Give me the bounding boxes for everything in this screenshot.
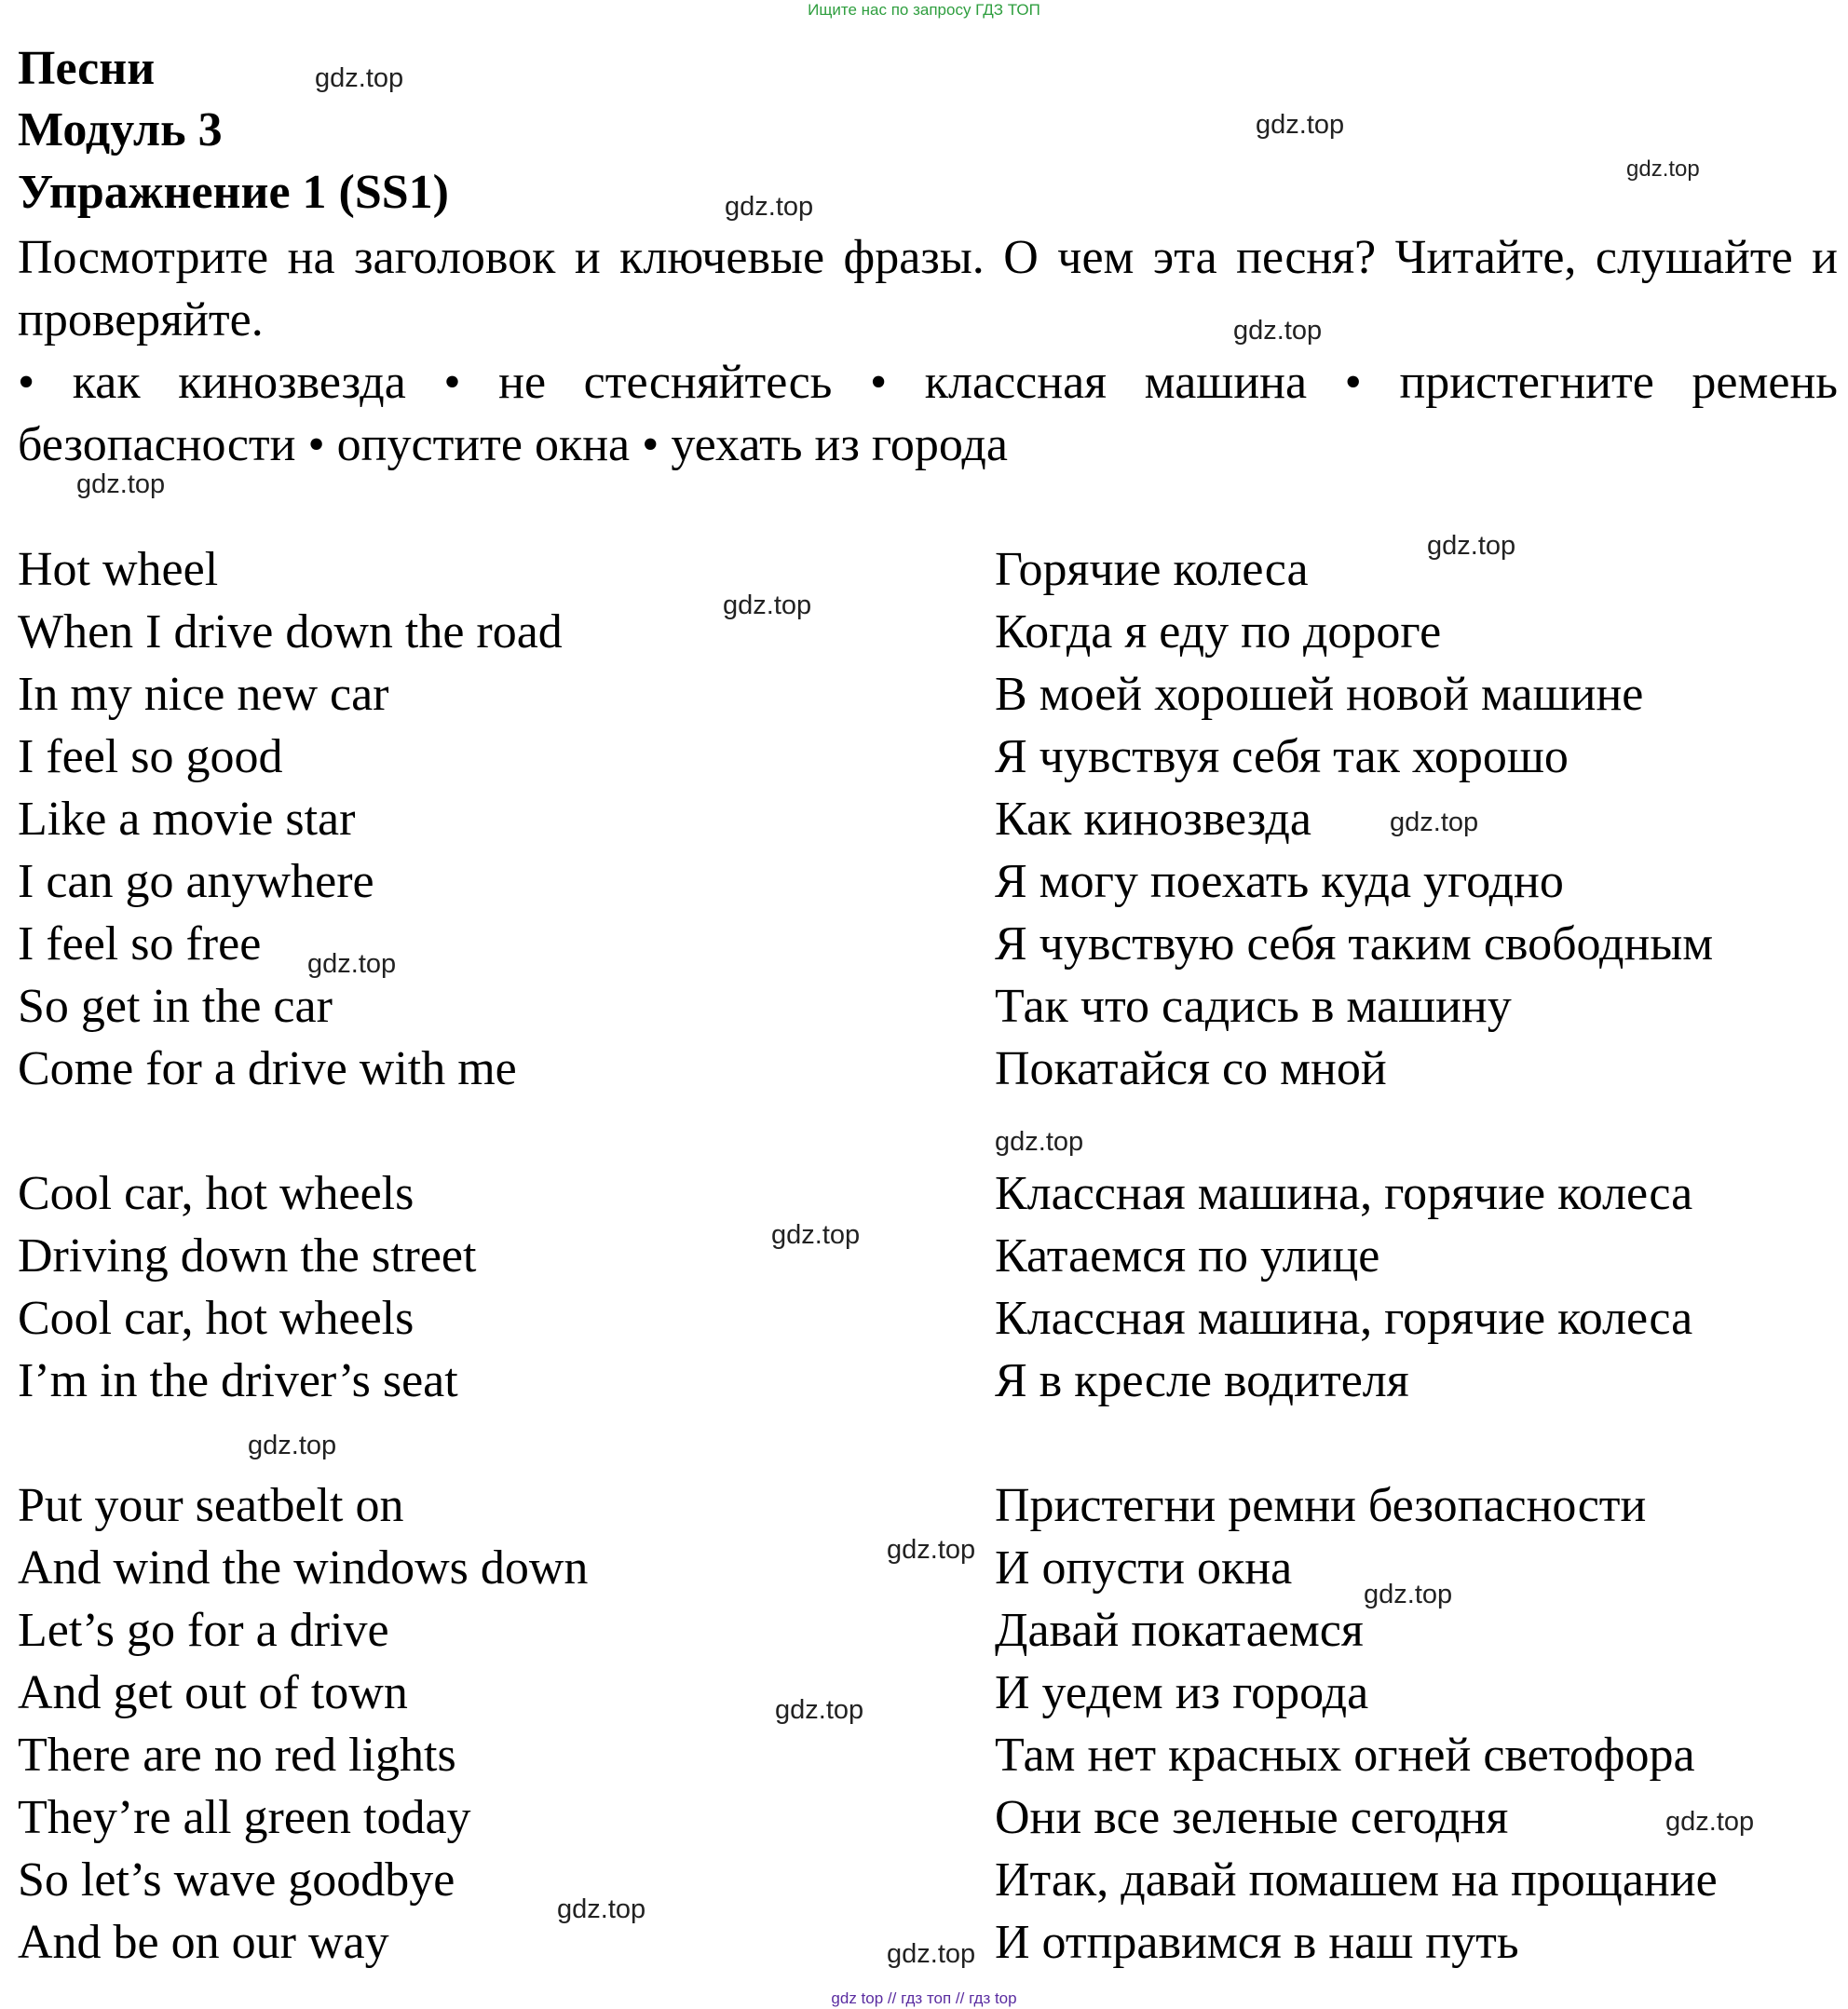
lyric-line-ru: Они все зеленые сегодня <box>995 1791 1509 1844</box>
lyric-line-ru: Так что садись в машину <box>995 980 1512 1033</box>
lyric-line-ru: Катаемся по улице <box>995 1229 1380 1283</box>
page-title: Песни <box>18 42 156 95</box>
watermark-text: gdz.top <box>1364 1580 1453 1609</box>
lyric-line-ru: В моей хорошей новой машине <box>995 668 1644 721</box>
footer-links[interactable]: gdz top // гдз топ // гдз top <box>831 1989 1017 2007</box>
watermark-text: gdz.top <box>1390 808 1479 837</box>
lyric-line-en: Let’s go for a drive <box>18 1604 389 1657</box>
lyrics-english <box>18 538 588 1974</box>
module-heading: Модуль 3 <box>18 103 223 156</box>
lyric-line-ru: И отправимся в наш путь <box>995 1916 1519 1969</box>
lyric-line-ru: Я могу поехать куда угодно <box>995 855 1564 908</box>
lyric-line-ru: И уедем из города <box>995 1666 1369 1719</box>
watermark-text: gdz.top <box>1233 316 1323 346</box>
lyric-line-en: I feel so free <box>18 917 262 971</box>
lyric-line-en: There are no red lights <box>18 1729 456 1782</box>
instruction-text: Посмотрите на заголовок и ключевые фразы. О чем эта песня? Читайте, слушайте и проверяйте. <box>18 231 1838 346</box>
lyric-line-ru: И опусти окна <box>995 1541 1293 1595</box>
lyric-line-ru: Когда я еду по дороге <box>995 605 1442 658</box>
lyric-line-en: I’m in the driver’s seat <box>18 1354 458 1407</box>
lyric-line-ru: Горячие колеса <box>995 543 1309 596</box>
lyric-line-ru: Я чувствуя себя так хорошо <box>995 730 1569 783</box>
key-phrases: • как кинозвезда • не стесняйтесь • классная машина • пристегните ремень безопасности • опустите окна • уехать из города <box>18 356 1838 471</box>
stanza-gap <box>995 1412 1718 1474</box>
lyric-line-ru: Я в кресле водителя <box>995 1354 1409 1407</box>
lyric-line-en: Driving down the street <box>18 1229 477 1283</box>
watermark-text: gdz.top <box>307 949 397 979</box>
lyric-line-en: So let’s wave goodbye <box>18 1853 455 1907</box>
watermark-text: gdz.top <box>1626 156 1700 182</box>
lyric-line-en: I can go anywhere <box>18 855 374 908</box>
watermark-text: gdz.top <box>1665 1807 1755 1837</box>
lyric-line-ru: Классная машина, горячие колеса <box>995 1292 1693 1345</box>
stanza-gap <box>18 1100 588 1162</box>
lyric-line-en: Hot wheel <box>18 543 219 596</box>
lyric-line-ru: Классная машина, горячие колеса <box>995 1167 1693 1220</box>
lyric-line-en: And be on our way <box>18 1916 389 1969</box>
lyric-line-en: I feel so good <box>18 730 283 783</box>
watermark-text: gdz.top <box>725 192 814 222</box>
lyrics-russian <box>995 538 1718 1974</box>
lyric-line-ru: Давай покатаемся <box>995 1604 1364 1657</box>
lyric-line-en: Cool car, hot wheels <box>18 1292 414 1345</box>
watermark-text: gdz.top <box>248 1431 337 1460</box>
lyric-line-en: When I drive down the road <box>18 605 563 658</box>
lyric-line-en: In my nice new car <box>18 668 389 721</box>
watermark-text: gdz.top <box>557 1894 646 1924</box>
watermark-text: gdz.top <box>995 1127 1084 1157</box>
watermark-text: gdz.top <box>723 590 812 620</box>
stanza-gap <box>995 1100 1718 1162</box>
lyric-line-ru: Я чувствую себя таким свободным <box>995 917 1714 971</box>
lyric-line-ru: Пристегни ремни безопасности <box>995 1479 1647 1532</box>
watermark-text: gdz.top <box>771 1220 861 1250</box>
top-search-banner[interactable]: Ищите нас по запросу ГДЗ ТОП <box>808 1 1040 19</box>
watermark-text: gdz.top <box>1256 110 1345 140</box>
lyric-line-en: So get in the car <box>18 980 333 1033</box>
watermark-text: gdz.top <box>887 1939 976 1969</box>
lyric-line-en: Come for a drive with me <box>18 1042 517 1095</box>
lyric-line-en: Cool car, hot wheels <box>18 1167 414 1220</box>
lyric-line-en: They’re all green today <box>18 1791 471 1844</box>
lyric-line-ru: Покатайся со мной <box>995 1042 1387 1095</box>
lyric-line-ru: Там нет красных огней светофора <box>995 1729 1695 1782</box>
watermark-text: gdz.top <box>887 1535 976 1565</box>
lyric-line-en: Like a movie star <box>18 793 356 846</box>
watermark-text: gdz.top <box>775 1695 864 1725</box>
watermark-text: gdz.top <box>76 469 166 499</box>
lyric-line-en: And wind the windows down <box>18 1541 589 1595</box>
lyric-line-ru: Итак, давай помашем на прощание <box>995 1853 1718 1907</box>
watermark-text: gdz.top <box>1427 531 1516 561</box>
exercise-heading: Упражнение 1 (SS1) <box>18 166 449 219</box>
lyric-line-ru: Как кинозвезда <box>995 793 1311 846</box>
lyric-line-en: Put your seatbelt on <box>18 1479 404 1532</box>
lyric-line-en: And get out of town <box>18 1666 408 1719</box>
watermark-text: gdz.top <box>315 63 404 93</box>
